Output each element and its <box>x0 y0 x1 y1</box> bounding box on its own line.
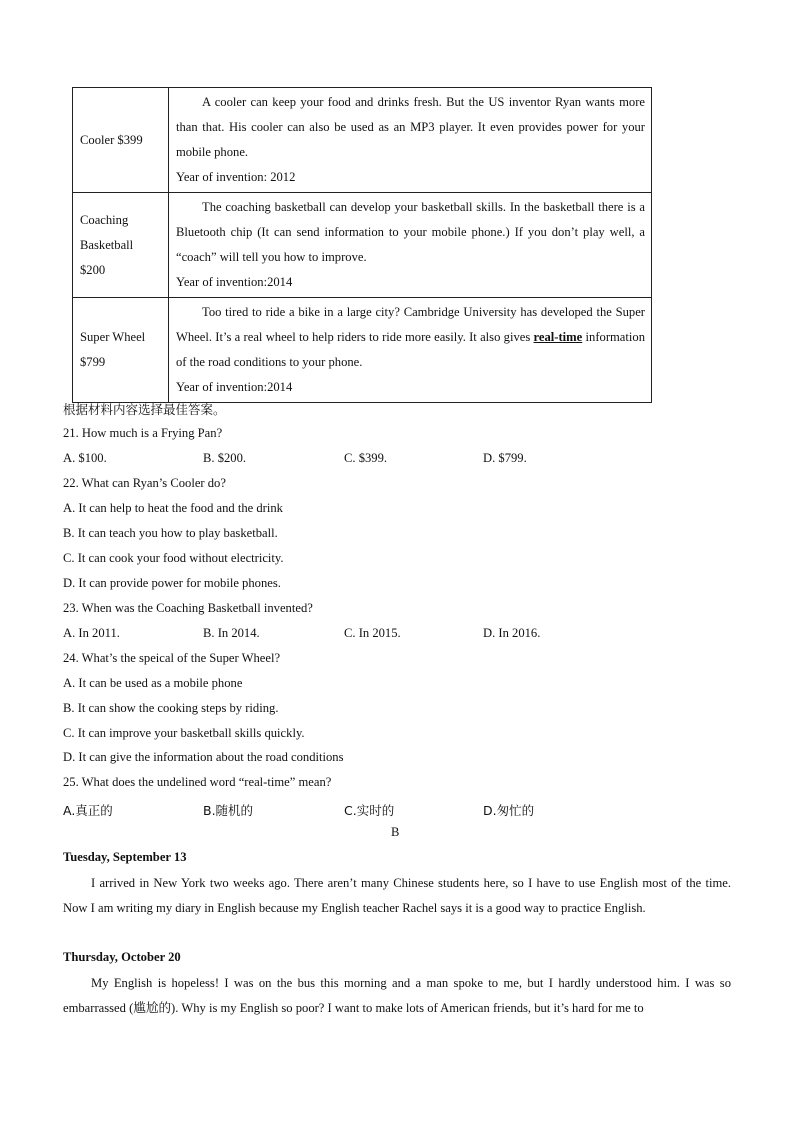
product-label: Cooler $399 <box>80 132 143 147</box>
option-d: D. It can provide power for mobile phones. <box>63 576 281 590</box>
description-text: Too tired to ride a bike in a large city? Cambridge University has developed the Super Wheel. It’s a real wheel to help riders to ride more easily. It also gives <box>176 305 645 344</box>
option-d: D. In 2016. <box>483 626 541 640</box>
description-text: information of the road conditions to your phone. <box>176 330 645 369</box>
product-label-line: Basketball <box>80 237 134 252</box>
option-a: A. It can help to heat the food and the drink <box>63 501 283 515</box>
question-stem: 23. When was the Coaching Basketball invented? <box>63 601 313 615</box>
invention-year: Year of invention:2014 <box>176 380 293 394</box>
option-b: B. It can teach you how to play basketball. <box>63 526 278 540</box>
diary-paragraph <box>63 971 731 1021</box>
product-label-cell <box>73 298 169 403</box>
product-label-line: Coaching <box>80 212 129 227</box>
diary-date: Thursday, October 20 <box>63 950 181 964</box>
product-label-line: Super Wheel <box>80 330 146 344</box>
product-description-cell <box>169 88 652 193</box>
product-table <box>72 87 652 403</box>
question-stem: 25. What does the undelined word “real-time” mean? <box>63 775 332 789</box>
underlined-word: real-time <box>533 330 583 344</box>
option-c: C. $399. <box>344 451 388 465</box>
invention-year: Year of invention: 2012 <box>176 170 296 184</box>
product-description: A cooler can keep your food and drinks fresh. But the US inventor Ryan wants more than that. His cooler can also be used as an MP3 player. It even provides power for your mobile phone. <box>176 95 645 159</box>
product-label-cell <box>73 88 169 193</box>
product-description <box>176 300 645 375</box>
option-d: D.匆忙的 <box>483 803 535 818</box>
option-a: A. In 2011. <box>63 626 120 640</box>
option-a: A. $100. <box>63 451 107 465</box>
option-b: B.随机的 <box>203 803 254 818</box>
option-c: C.实时的 <box>344 803 395 818</box>
option-c: C. It can improve your basketball skills quickly. <box>63 726 305 740</box>
diary-paragraph <box>63 871 731 921</box>
option-b: B. In 2014. <box>203 626 260 640</box>
section-heading: B <box>391 825 400 839</box>
product-label-cell <box>73 193 169 298</box>
diary-date: Tuesday, September 13 <box>63 850 187 864</box>
option-b: B. $200. <box>203 451 247 465</box>
product-price: $200 <box>80 262 106 277</box>
question-stem: 24. What’s the speical of the Super Wheel? <box>63 651 281 665</box>
option-c: C. It can cook your food without electricity. <box>63 551 284 565</box>
product-description-cell <box>169 298 652 403</box>
option-a: A.真正的 <box>63 803 113 818</box>
diary-text: My English is hopeless! I was on the bus this morning and a man spoke to me, but I hardly understood him. I was so embarrassed (尴尬的). Why is my English so poor? I want to make lots of American friends, but it’s hard for me to <box>63 976 731 1015</box>
table-row <box>73 298 652 403</box>
option-d: D. It can give the information about the road conditions <box>63 750 344 764</box>
option-c: C. In 2015. <box>344 626 401 640</box>
question-stem: 22. What can Ryan’s Cooler do? <box>63 476 226 490</box>
instruction: 根据材料内容选择最佳答案。 <box>63 402 226 417</box>
question-stem: 21. How much is a Frying Pan? <box>63 426 223 440</box>
diary-text: I arrived in New York two weeks ago. There aren’t many Chinese students here, so I have to use English most of the time. Now I am writing my diary in English because my English teacher Rachel says it is a good way to practice English. <box>63 876 731 915</box>
product-price: $799 <box>80 355 106 369</box>
table-row <box>73 88 652 193</box>
invention-year: Year of invention:2014 <box>176 275 293 289</box>
option-a: A. It can be used as a mobile phone <box>63 676 243 690</box>
option-d: D. $799. <box>483 451 527 465</box>
product-description: The coaching basketball can develop your basketball skills. In the basketball there is a Bluetooth chip (It can send information to your mobile phone.) If you don’t play well, a “coach” will tell you how to improve. <box>176 200 645 264</box>
option-b: B. It can show the cooking steps by riding. <box>63 701 279 715</box>
table-row <box>73 193 652 298</box>
product-description-cell <box>169 193 652 298</box>
